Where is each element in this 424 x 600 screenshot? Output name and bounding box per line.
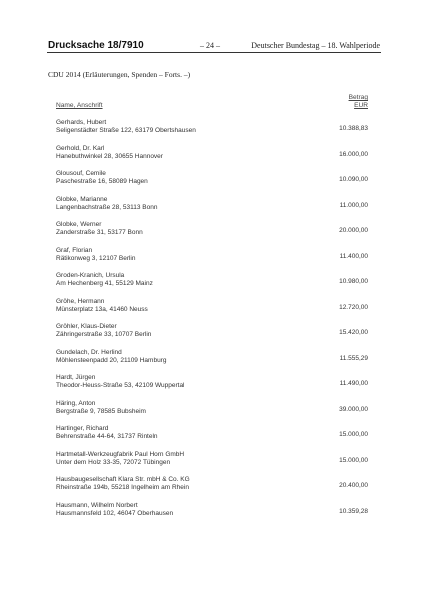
- donation-list: [0, 119, 424, 527]
- donation-amount: 20.000,00: [339, 227, 368, 234]
- donor-name: Gröhler, Klaus-Dieter: [56, 323, 117, 330]
- donor-address: Münsterplatz 13a, 41460 Neuss: [56, 305, 148, 313]
- column-header-amount-unit: EUR: [354, 102, 368, 109]
- donor-address: Theodor-Heuss-Straße 53, 42109 Wuppertal: [56, 382, 185, 389]
- donation-row: [0, 323, 424, 349]
- donor-name: Gundelach, Dr. Herlind: [56, 348, 122, 356]
- donor-name: Hartinger, Richard: [56, 425, 109, 432]
- donation-row: [0, 374, 424, 400]
- donation-amount: 15.000,00: [339, 431, 368, 438]
- header-divider: [47, 52, 381, 53]
- donor-name: Hardt, Jürgen: [56, 374, 96, 381]
- donor-name: Gerhards, Hubert: [56, 119, 107, 126]
- donation-row: [0, 425, 424, 451]
- donation-amount: 39.000,00: [339, 405, 368, 413]
- donation-row: [0, 145, 424, 171]
- donor-name: Globke, Werner: [56, 221, 102, 228]
- donation-row: [0, 196, 424, 222]
- column-header-amount: [349, 94, 368, 110]
- donation-amount: 11.490,00: [339, 380, 368, 387]
- document-number: [48, 40, 144, 51]
- donor-address: Bergstraße 9, 78585 Bubsheim: [56, 407, 146, 415]
- donor-name: Häring, Anton: [56, 399, 96, 407]
- donation-row: [0, 349, 424, 375]
- column-header-amount-label: Betrag: [348, 94, 368, 101]
- donation-amount: 11.555,29: [339, 354, 368, 362]
- donation-amount: 10.090,00: [339, 176, 368, 183]
- donation-row: [0, 476, 424, 502]
- donor-name: Graf, Florian: [56, 246, 93, 254]
- section-title: CDU 2014 (Erläuterungen, Spenden – Forts. –): [48, 70, 191, 79]
- donation-row: [0, 272, 424, 298]
- donor-name: Gerhold, Dr. Karl: [56, 144, 105, 152]
- donor-name: Hartmetall-Werkzeugfabrik Paul Horn GmbH: [56, 450, 185, 458]
- donor-name: Groden-Kranich, Ursula: [56, 272, 125, 279]
- header-title: Deutscher Bundestag – 18. Wahlperiode: [251, 41, 380, 50]
- donation-amount: 10.359,28: [339, 507, 368, 515]
- donor-address: Paschestraße 16, 58089 Hagen: [56, 178, 148, 185]
- donor-address: Behrenstraße 44-64, 31737 Rinteln: [56, 433, 158, 440]
- donor-address: Hanebuthwinkel 28, 30655 Hannover: [56, 152, 163, 160]
- donor-address: Am Hechenberg 41, 55129 Mainz: [56, 280, 153, 287]
- donation-amount: 15.000,00: [339, 456, 368, 464]
- donation-amount: 11.400,00: [339, 252, 368, 260]
- donation-amount: 10.980,00: [339, 278, 368, 285]
- document-number-value: 7910: [121, 40, 144, 51]
- donor-name: Gröhe, Hermann: [56, 297, 105, 305]
- donation-row: [0, 400, 424, 426]
- donation-amount: 20.400,00: [339, 482, 368, 489]
- donor-name: Glousouf, Cemile: [56, 170, 106, 177]
- donation-row: [0, 502, 424, 528]
- donation-row: [0, 298, 424, 324]
- donor-name: Hausmann, Wilhelm Norbert: [56, 501, 138, 509]
- donor-address: Langenbachstraße 28, 53113 Bonn: [56, 203, 158, 211]
- donation-row: [0, 247, 424, 273]
- document-prefix: Drucksache 18/: [48, 40, 122, 51]
- donation-amount: 10.388,83: [339, 125, 368, 132]
- donation-row: [0, 170, 424, 196]
- donor-address: Unter dem Holz 33-35, 72072 Tübingen: [56, 458, 171, 466]
- donor-address: Möhlensteenpadd 20, 21109 Hamburg: [56, 356, 167, 364]
- column-header-name: Name, Anschrift: [56, 102, 103, 109]
- donation-amount: 11.000,00: [339, 201, 368, 209]
- donor-address: Seligenstädter Straße 122, 63179 Obertshausen: [56, 127, 196, 134]
- donation-row: [0, 119, 424, 145]
- page-number: – 24 –: [200, 41, 220, 50]
- donation-row: [0, 451, 424, 477]
- donor-name: Hausbaugesellschaft Klara Str. mbH & Co. KG: [56, 476, 190, 483]
- donation-amount: 16.000,00: [339, 150, 368, 158]
- donor-address: Hausmannsfeld 102, 46047 Oberhausen: [56, 509, 174, 517]
- donor-address: Rheinstraße 194b, 55218 Ingelheim am Rhein: [56, 484, 189, 491]
- donor-address: Zähringerstraße 33, 10707 Berlin: [56, 331, 152, 338]
- donor-address: Rätikonweg 3, 12107 Berlin: [56, 254, 136, 262]
- donation-row: [0, 221, 424, 247]
- donor-address: Zanderstraße 31, 53177 Bonn: [56, 229, 143, 236]
- donation-amount: 15.420,00: [339, 329, 368, 336]
- donation-amount: 12.720,00: [339, 303, 368, 311]
- donor-name: Globke, Marianne: [56, 195, 108, 203]
